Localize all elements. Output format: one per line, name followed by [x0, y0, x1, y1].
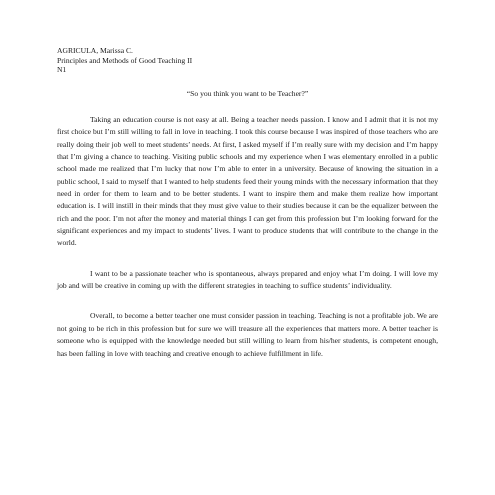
essay-title: “So you think you want to be Teacher?”: [186, 89, 309, 98]
section-code: N1: [57, 65, 67, 75]
paragraph-1: Taking an education course is not easy at all. Being a teacher needs passion. I know and I admit that it is not my first choice but I’m still willing to fall in love in teaching. I took this course because I was inspired of those teachers who are really doing their job well to meet students’ needs. At first, I asked myself if I’m really sure with my decision and I’m happy that I’m giving a chance to teaching. Visiting public schools and my experience when I was elementary enrolled in a public school made me realized that I’m lucky that now I’m able to enter in a university. Because of knowing the situation in a public school, I said to myself that I wanted to help students feed their young minds with the necessary information that they need in order for them to learn and to be better students. I want to inspire them and make them realize how important education is. I will instill in their minds that they must give value to their studies because it can be the equalizer between the rich and the poor. I’m not after the money and material things I can get from this profession but I’m looking forward for the significant experiences and my impact to students’ lives. I want to produce students that will contribute to the change in the world.: [57, 115, 438, 248]
document-header: [57, 46, 192, 75]
paragraph-3: Overall, to become a better teacher one must consider passion in teaching. Teaching is not a profitable job. We are not going to be rich in this profession but for sure we will treasure all the experiences that matters more. A better teacher is someone who is equipped with the knowledge needed but still willing to learn from his/her students, is competent enough, has been falling in love with teaching and creative enough to achieve fulfillment in life.: [57, 311, 438, 358]
essay-body: [57, 114, 438, 360]
course-title: Principles and Methods of Good Teaching II: [57, 55, 193, 65]
author-name: AGRICULA, Marissa C.: [57, 46, 133, 55]
paragraph-2: I want to be a passionate teacher who is spontaneous, always prepared and enjoy what I’m doing. I will love my job and will be creative in coming up with the different strategies in teaching to suffice students’ individuality.: [57, 268, 438, 291]
